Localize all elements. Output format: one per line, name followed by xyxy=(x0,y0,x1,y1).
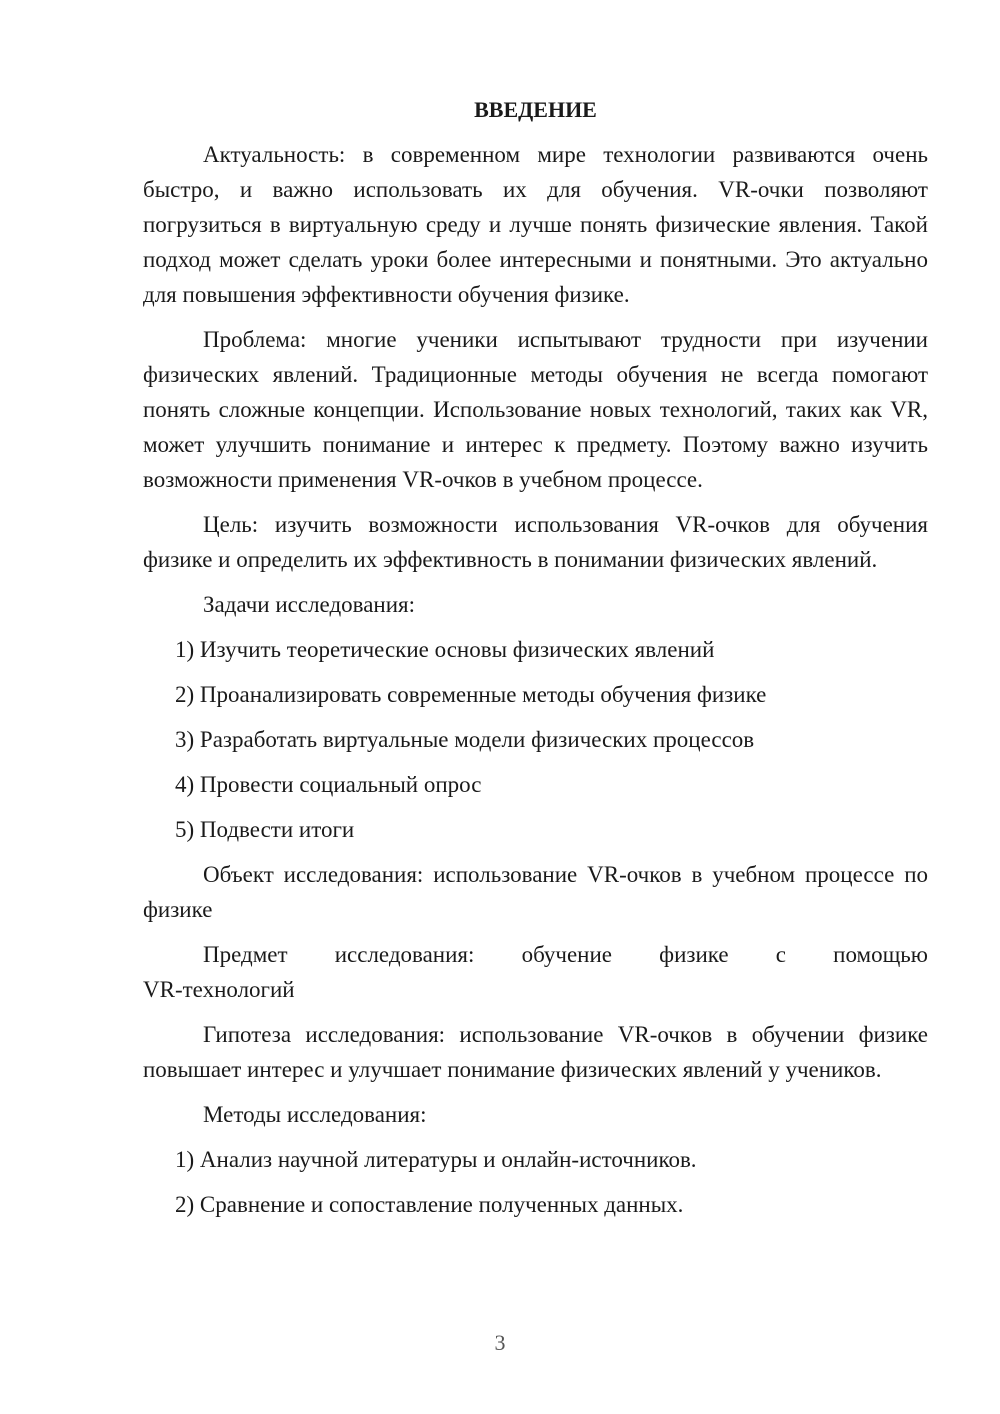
task-item: 1) Изучить теоретические основы физических явлений xyxy=(175,637,715,662)
methods-list xyxy=(143,1142,928,1222)
tasks-list xyxy=(143,632,928,847)
goal-paragraph: Цель: изучить возможности использования VR-очков для обучения физике и определить их эффективность в понимании физических явлений. xyxy=(143,512,928,572)
hypothesis-paragraph: Гипотеза исследования: использование VR-очков в обучении физике повышает интерес и улучшает понимание физических явлений у учеников. xyxy=(143,1022,928,1082)
task-item: 2) Проанализировать современные методы обучения физике xyxy=(175,682,767,707)
subject-word: помощью xyxy=(833,942,928,967)
subject-word: с xyxy=(775,942,786,967)
subject-word: физике xyxy=(659,942,729,967)
section-heading: ВВЕДЕНИЕ xyxy=(474,97,597,122)
page-number: 3 xyxy=(494,1330,506,1355)
document-page xyxy=(143,92,928,1232)
subject-paragraph xyxy=(143,937,928,1007)
subject-word: Предмет xyxy=(203,942,288,967)
tasks-label: Задачи исследования: xyxy=(203,592,416,617)
subject-line-2: VR-технологий xyxy=(143,977,295,1002)
relevance-paragraph: Актуальность: в современном мире технологии развиваются очень быстро, и важно использовать их для обучения. VR-очки позволяют погрузиться в виртуальную среду и лучше понять физические явления. Такой подход может сделать уроки более интересными и понятными. Это актуально для повышения эффективности обучения физике. xyxy=(143,142,928,307)
object-paragraph: Объект исследования: использование VR-очков в учебном процессе по физике xyxy=(143,862,928,922)
methods-label: Методы исследования: xyxy=(203,1102,427,1127)
task-item: 5) Подвести итоги xyxy=(175,817,355,842)
method-item: 2) Сравнение и сопоставление полученных данных. xyxy=(175,1192,684,1217)
task-item: 4) Провести социальный опрос xyxy=(175,772,482,797)
subject-word: обучение xyxy=(521,942,612,967)
method-item: 1) Анализ научной литературы и онлайн-источников. xyxy=(175,1147,697,1172)
subject-word: исследования: xyxy=(334,942,475,967)
subject-line xyxy=(143,937,928,972)
task-item: 3) Разработать виртуальные модели физических процессов xyxy=(175,727,755,752)
problem-paragraph: Проблема: многие ученики испытывают трудности при изучении физических явлений. Традиционные методы обучения не всегда помогают понять сложные концепции. Использование новых технологий, таких как VR, может улучшить понимание и интерес к предмету. Поэтому важно изучить возможности применения VR-очков в учебном процессе. xyxy=(143,327,928,492)
